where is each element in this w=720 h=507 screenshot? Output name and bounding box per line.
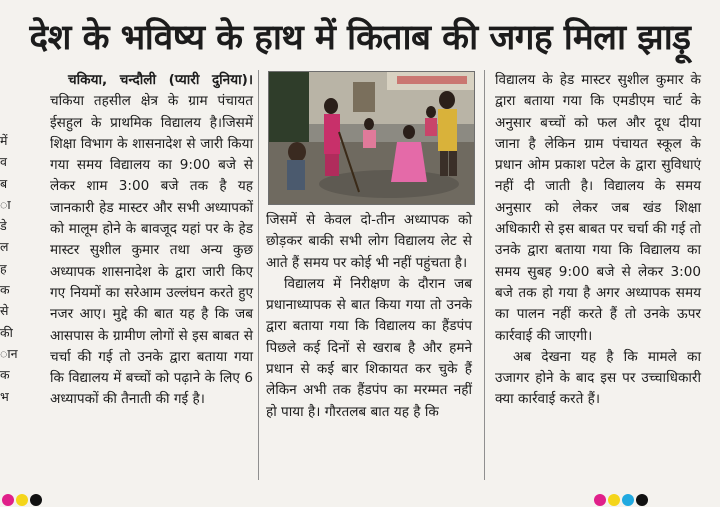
column-1 xyxy=(50,70,253,411)
column-divider xyxy=(484,70,485,480)
fragment-text: ल xyxy=(0,239,9,255)
registration-dot xyxy=(16,494,28,506)
registration-dot xyxy=(30,494,42,506)
column-2-paragraph-1: जिसमें से केवल दो-तीन अध्यापक को छोड़कर बाकी सभी लोग विद्यालय लेट से आते हैं समय पर कोई भी नहीं पहुंचता है। xyxy=(266,212,472,271)
fragment-text: ा xyxy=(0,196,11,212)
registration-dot xyxy=(622,494,634,506)
column-3-paragraph-2: अब देखना यह है कि मामले का उजागर होने के बाद इस पर उच्चाधिकारी क्या कार्रवाई करते हैं। xyxy=(495,348,701,408)
column-3-paragraph-1: विद्यालय के हेड मास्टर सुशील कुमार के द्वारा बताया गया कि एमडीएम चार्ट के अनुसार बच्चों को फल और दूध दीया जाना है लेकिन ग्राम पंचायत स्कूल के प्रधान ओम प्रकाश पटेल के द्वारा सुविधाएं नहीं दी जाती है। विद्यालय के समय अनुसार को लेकर जब खंड शिक्षा अधिकारी से इस बाबत पर चर्चा की गई तो उनके द्वारा बताया गया कि विद्यालय का समय सुबह 9:00 बजे से लेकर 3:00 बजे तक हो गया है अगर अध्यापक समय का पालन नहीं करते हैं तो उनके ऊपर कार्रवाई की जाएगी। xyxy=(495,72,701,344)
column-2-paragraph-2: विद्यालय में निरीक्षण के दौरान जब प्रधानाध्यापक से बात किया गया तो उनके द्वारा बताया गया कि विद्यालय का हैंडपंप पिछले कई दिनों से खराब है और हमने प्रधान से कई बार शिकायत कर चुके हैं लेकिन अभी तक हैंडपंप का मरम्मत नहीं हो पाया है। गौरतलब बात यह है कि xyxy=(266,275,472,420)
column-2 xyxy=(266,210,472,423)
column-3 xyxy=(495,70,701,411)
registration-dot xyxy=(2,494,14,506)
registration-dot xyxy=(594,494,606,506)
column-1-body: चकिया तहसील क्षेत्र के ग्राम पंचायत ईसहुल के प्राथमिक विद्यालय है।जिसमें शिक्षा विभाग के शासनादेश से जारी किया गया समय विद्यालय का 9:00 बजे से लेकर शाम 3:00 बजे तक है यह जानकारी हेड मास्टर और सभी अध्यापकों को मालूम होने के बावजूद यहां पर के हेड मास्टर सुशील कुमार तथा अन्य कुछ अध्यापक शासनादेश के द्वारा जारी किए गए नियमों का सरेआम उल्लंघन करते हुए नजर आए। मुद्दे की बात यह है कि जब आसपास के ग्रामीण लोगों से इस बाबत से चर्चा की गई तो उनके द्वारा बताया गया कि विद्यालय में बच्चों को पढ़ाने के लिए 6 अध्यापकों की तैनाती की गई है। xyxy=(50,93,253,408)
dateline: चकिया, चन्दौली (प्यारी दुनिया)। xyxy=(68,72,253,88)
fragment-text: ब xyxy=(0,175,8,191)
column-divider xyxy=(258,70,259,480)
fragment-text: की xyxy=(0,324,13,340)
schoolchildren-sweeping-photo xyxy=(269,72,474,204)
fragment-text: भ xyxy=(0,388,9,404)
registration-dot xyxy=(636,494,648,506)
fragment-text: क xyxy=(0,282,10,298)
fragment-text: ान xyxy=(0,345,18,361)
fragment-text: डे xyxy=(0,218,7,234)
fragment-text: क xyxy=(0,367,10,383)
headline: देश के भविष्य के हाथ में किताब की जगह मिला झाड़ू xyxy=(29,18,691,58)
fragment-text: से xyxy=(0,303,9,319)
registration-dot xyxy=(608,494,620,506)
fragment-text: में xyxy=(0,133,8,148)
fragment-text: व xyxy=(0,154,7,170)
adjacent-column-fragment xyxy=(0,130,18,407)
fragment-text: ह xyxy=(0,260,7,276)
article-photo xyxy=(268,71,475,205)
